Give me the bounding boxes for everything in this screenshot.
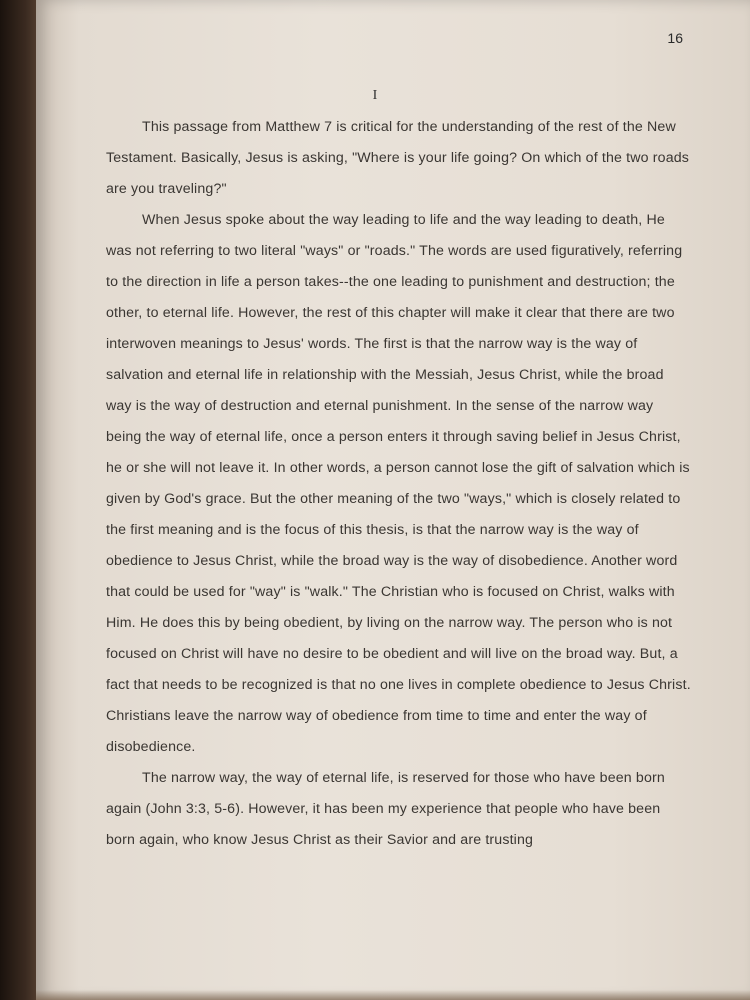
page-number: 16 — [667, 30, 683, 46]
paragraph-3: The narrow way, the way of eternal life, is reserved for those who have been born again (John 3:3, 5-6). However, it has been my experience that people who have been born again, who know Jesus Christ as their Savior and are trusting — [106, 770, 665, 848]
page-bottom-edge — [36, 990, 750, 1000]
paragraph-1: This passage from Matthew 7 is critical for the understanding of the rest of the New Testament. Basically, Jesus is asking, "Where is your life going? On which of the two roads are you traveling?" — [106, 119, 690, 197]
body-text — [106, 112, 692, 856]
section-heading: I — [372, 88, 378, 103]
paragraph-2: When Jesus spoke about the way leading to life and the way leading to death, He was not referring to two literal "ways" or "roads." The words are used figuratively, referring to the direction in life a person takes--the one leading to punishment and destruction; the other, to eternal life. However, the rest of this chapter will make it clear that there are two interwoven meanings to Jesus' words. The first is that the narrow way is the way of salvation and eternal life in relationship with the Messiah, Jesus Christ, while the broad way is the way of destruction and eternal punishment. In the sense of the narrow way being the way of eternal life, once a person enters it through saving belief in Jesus Christ, he or she will not leave it. In other words, a person cannot lose the gift of salvation which is given by God's grace. But the other meaning of the two "ways," which is closely related to the first meaning and is the focus of this thesis, is that the narrow way is the way of obedience to Jesus Christ, while the broad way is the way of disobedience. Another word that could be used for "way" is "walk." The Christian who is focused on Christ, walks with Him. He does this by being obedient, by living on the narrow way. The person who is not focused on Christ will have no desire to be obedient and will live on the broad way. But, a fact that needs to be recognized is that no one lives in complete obedience to Jesus Christ. Christians leave the narrow way of obedience from time to time and enter the way of disobedience. — [106, 212, 691, 755]
